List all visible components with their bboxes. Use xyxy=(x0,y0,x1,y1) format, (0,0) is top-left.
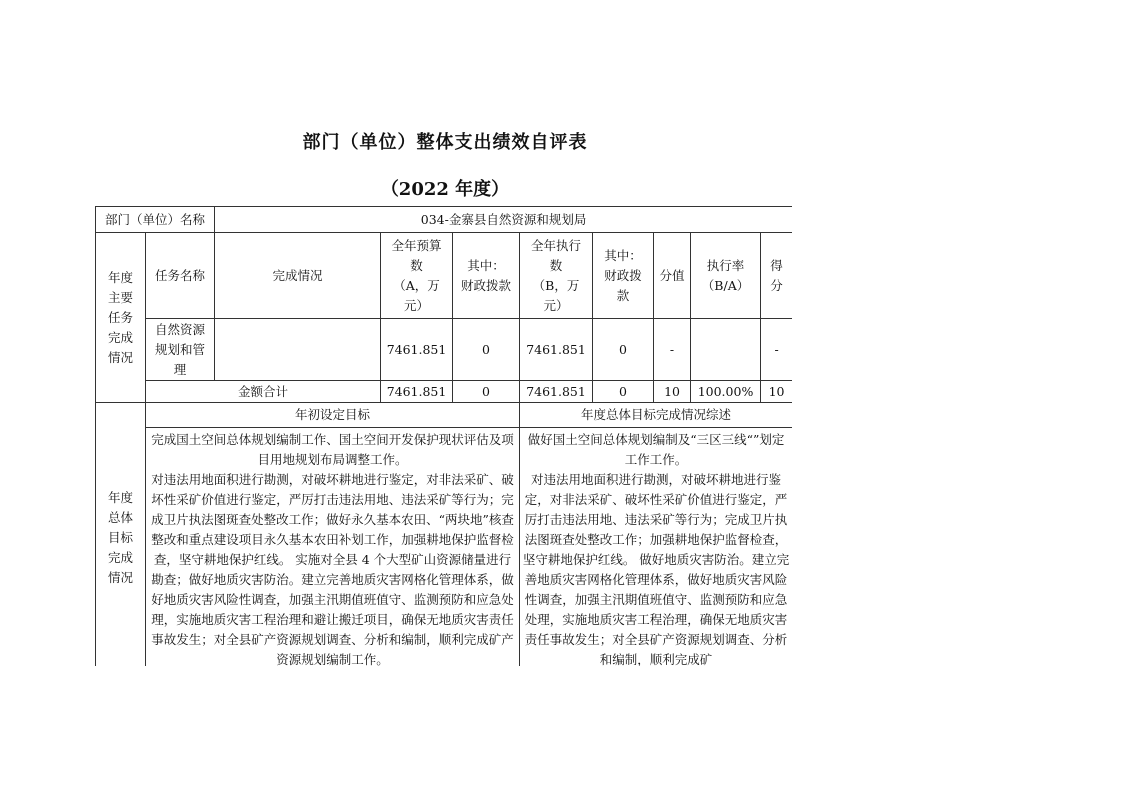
evaluation-sheet xyxy=(95,206,792,666)
task-exec-rate-cell xyxy=(691,319,761,381)
dept-label: 部门（单位）名称 xyxy=(96,207,215,233)
task-score-value-cell: - xyxy=(654,319,691,381)
evaluation-table xyxy=(95,206,792,666)
summary-header: 年度总体目标完成情况综述 xyxy=(520,403,792,428)
dept-value: 034-金寨县自然资源和规划局 xyxy=(215,207,792,233)
section-label-tasks: 年度 主要 任务 完成 情况 xyxy=(96,233,146,403)
total-executed-fiscal: 0 xyxy=(593,381,654,403)
total-budget: 7461.851 xyxy=(381,381,453,403)
dept-row xyxy=(96,207,793,233)
page-title: 部门（单位）整体支出绩效自评表 xyxy=(302,132,588,153)
task-executed-fiscal-cell: 0 xyxy=(593,319,654,381)
header-budget-fiscal: 其中： 财政拨款 xyxy=(453,233,520,319)
header-executed-fiscal: 其中： 财政拨 款 xyxy=(593,233,654,319)
total-score: 10 xyxy=(761,381,792,403)
goal-header-row xyxy=(96,403,793,428)
header-task-name: 任务名称 xyxy=(146,233,215,319)
total-executed: 7461.851 xyxy=(520,381,593,403)
goal-text: 完成国土空间总体规划编制工作、国土空间开发保护现状评估及项目用地规划布局调整工作。 对违法用地面积进行勘测，对破坏耕地进行鉴定，对非法采矿、破坏性采矿价值进行鉴定，严厉打击违法用地、违法采矿等行为；完成卫片执法图斑查处整改工作；做好永久基本农田、“两块地”核查整改和重点建设项目永久基本农田补划工作，加强耕地保护监督检查，坚守耕地保护红线。 实施对全县 4 个大型矿山资源储量进行勘查；做好地质灾害防治。建立完善地质灾害网格化管理体系，做好地质灾害风险性调查，加强主汛期值班值守、监测预防和应急处理，实施地质灾害工程治理和避让搬迁项目，确保无地质灾害责任事故发生；对全县矿产资源规划调查、分析和编制，顺利完成矿产资源规划编制工作。 xyxy=(146,428,520,667)
task-name-cell: 自然资源 规划和管 理 xyxy=(146,319,215,381)
total-label: 金额合计 xyxy=(146,381,381,403)
task-budget-cell: 7461.851 xyxy=(381,319,453,381)
task-score-cell: - xyxy=(761,319,792,381)
total-exec-rate: 100.00% xyxy=(691,381,761,403)
task-executed-cell: 7461.851 xyxy=(520,319,593,381)
header-row xyxy=(96,233,793,319)
goal-text-row xyxy=(96,428,793,667)
task-budget-fiscal-cell: 0 xyxy=(453,319,520,381)
header-completion: 完成情况 xyxy=(215,233,381,319)
header-executed: 全年执行 数 （B，万 元） xyxy=(520,233,593,319)
header-budget: 全年预算 数 （A，万 元） xyxy=(381,233,453,319)
year-subtitle: （2022 年度） xyxy=(380,179,510,200)
header-score-value: 分值 xyxy=(654,233,691,319)
total-row xyxy=(96,381,793,403)
total-score-value: 10 xyxy=(654,381,691,403)
task-completion-cell xyxy=(215,319,381,381)
header-score: 得 分 xyxy=(761,233,792,319)
summary-text: 做好国土空间总体规划编制及“三区三线“”划定工作工作。 对违法用地面积进行勘测，对破坏耕地进行鉴定，对非法采矿、破坏性采矿价值进行鉴定，严厉打击违法用地、违法采矿等行为；完成卫片执法图斑查处整改工作；加强耕地保护监督检查，坚守耕地保护红线。 做好地质灾害防治。建立完善地质灾害网格化管理体系，做好地质灾害风险性调查，加强主汛期值班值守、监测预防和应急处理，实施地质灾害工程治理，确保无地质灾害责任事故发生；对全县矿产资源规划调查、分析和编制，顺利完成矿 xyxy=(520,428,792,667)
task-row xyxy=(96,319,793,381)
total-budget-fiscal: 0 xyxy=(453,381,520,403)
section-label-goals: 年度 总体 目标 完成 情况 xyxy=(96,403,146,667)
goal-header: 年初设定目标 xyxy=(146,403,520,428)
header-exec-rate: 执行率 （B/A） xyxy=(691,233,761,319)
